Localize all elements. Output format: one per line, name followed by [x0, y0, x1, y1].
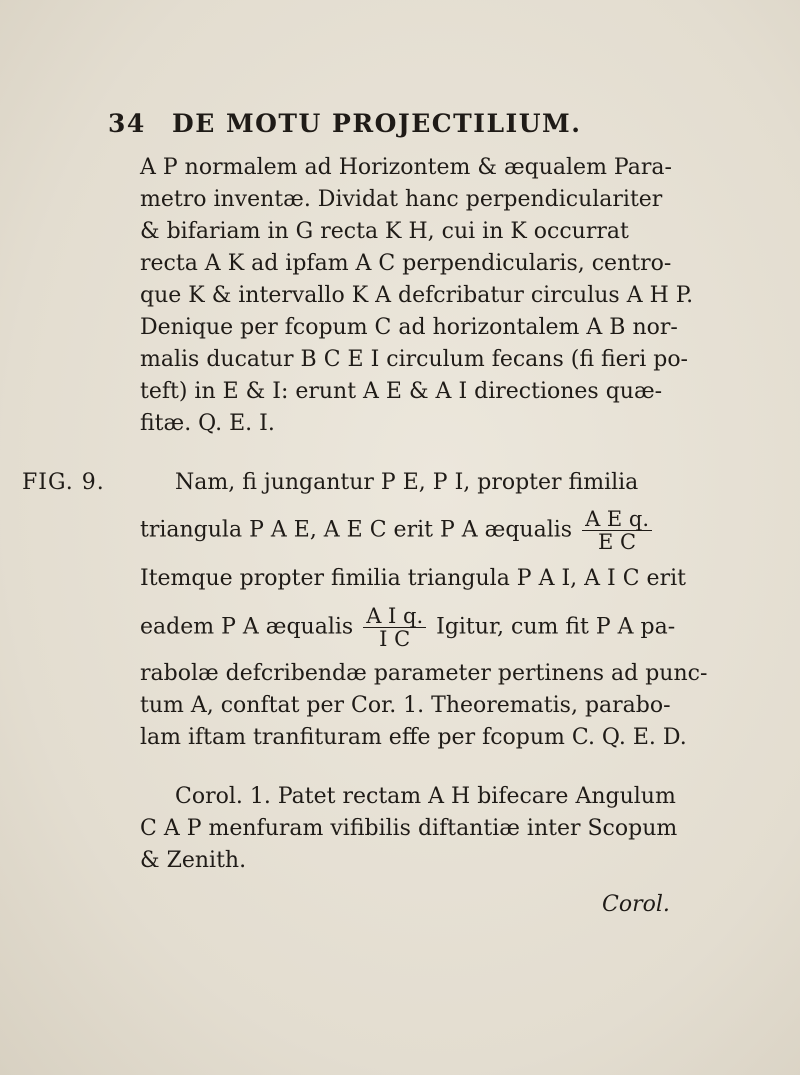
text-segment: Igitur, cum fit P A pa-: [436, 614, 676, 640]
text-line-with-fraction: [140, 605, 675, 650]
text-segment: triangula P A E, A E C erit P A æqualis: [140, 517, 573, 543]
running-header: [108, 109, 708, 138]
text-line: que K & intervallo K A defcribatur circulus A H P.: [140, 283, 694, 308]
text-line: malis ducatur B C E I circulum fecans (fi fieri po-: [140, 347, 688, 372]
fraction-numerator: A E q.: [582, 508, 652, 531]
fraction-numerator: A I q.: [363, 605, 426, 628]
text-line: C A P menfuram vifibilis diftantiæ inter Scopum: [140, 816, 678, 841]
text-line: metro inventæ. Dividat hanc perpendiculariter: [140, 187, 663, 212]
catchword: Corol.: [602, 892, 670, 917]
page-number: 34: [108, 109, 146, 138]
text-line: fitæ. Q. E. I.: [140, 411, 275, 436]
fraction-denominator: I C: [379, 627, 411, 652]
fraction: [363, 605, 426, 650]
figure-reference: FIG. 9.: [22, 470, 105, 495]
text-line: lam iftam tranfituram effe per fcopum C. Q. E. D.: [140, 725, 687, 750]
text-line: teft) in E & I: erunt A E & A I directiones quæ-: [140, 379, 663, 404]
text-line: Corol. 1. Patet rectam A H bifecare Angulum: [175, 784, 676, 809]
running-title: DE MOTU PROJECTILIUM.: [172, 109, 582, 138]
text-line: tum A, conftat per Cor. 1. Theorematis, parabo-: [140, 693, 671, 718]
text-segment: eadem P A æqualis: [140, 614, 354, 640]
text-line: Denique per fcopum C ad horizontalem A B nor-: [140, 315, 678, 340]
text-line: recta A K ad ipfam A C perpendicularis, centro-: [140, 251, 672, 276]
text-line-with-fraction: [140, 508, 655, 553]
text-line: & bifariam in G recta K H, cui in K occurrat: [140, 219, 629, 244]
text-line: Nam, fi jungantur P E, P I, propter fimilia: [175, 470, 639, 495]
text-line: Itemque propter fimilia triangula P A I, A I C erit: [140, 566, 686, 591]
text-line: rabolæ defcribendæ parameter pertinens ad punc-: [140, 661, 708, 686]
fraction-denominator: E C: [598, 530, 637, 555]
text-line: A P normalem ad Horizontem & æqualem Para-: [140, 155, 672, 180]
fraction: [582, 508, 652, 553]
text-line: & Zenith.: [140, 848, 247, 873]
